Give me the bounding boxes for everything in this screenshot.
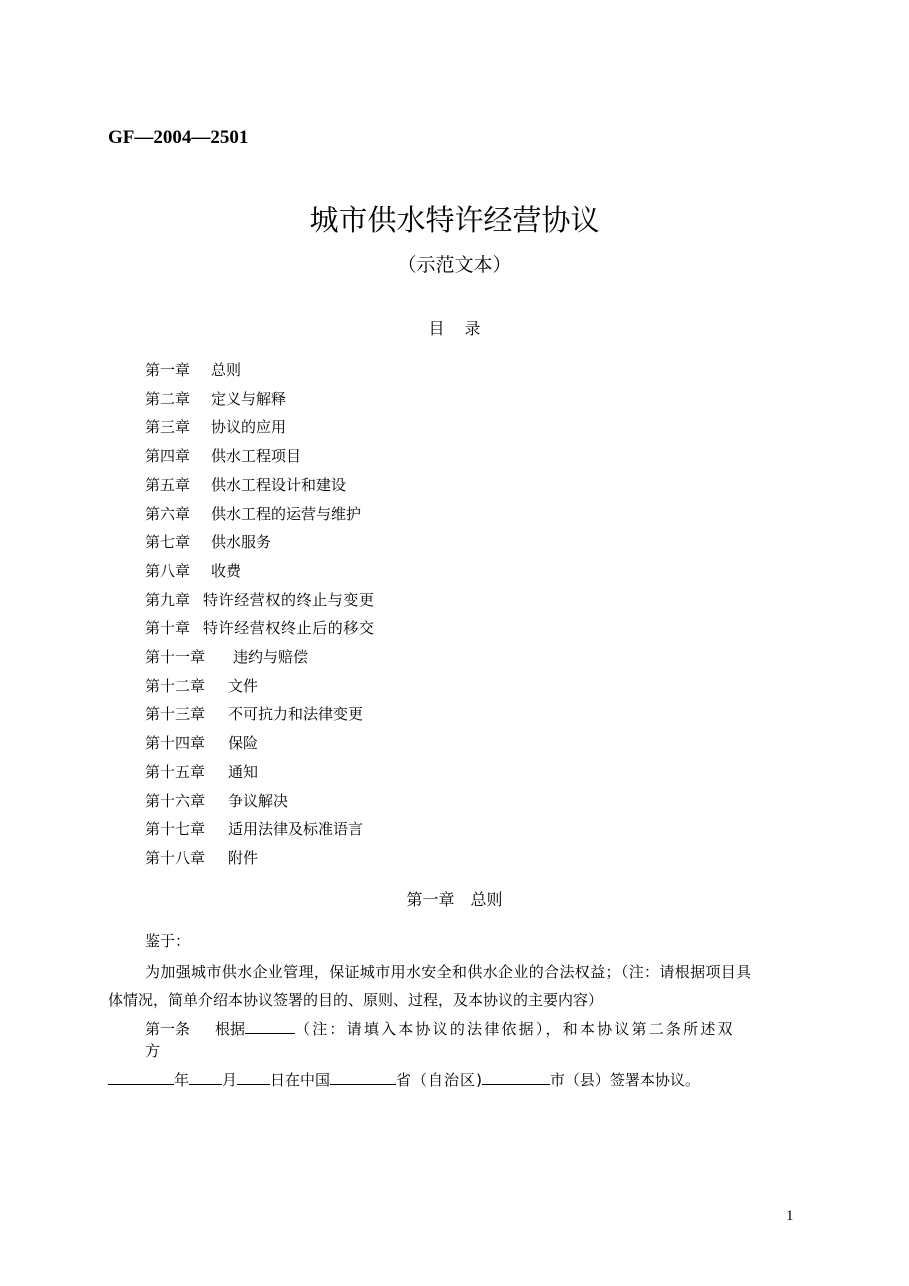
- toc-chapter-title: 供水工程项目: [211, 447, 302, 466]
- toc-chapter-number: 第六章: [145, 504, 191, 523]
- toc-item: [145, 589, 375, 610]
- paragraph-line: 为加强城市供水企业管理，保证城市用水安全和供水企业的合法权益；（注：请根据项目具: [145, 963, 752, 981]
- blank-line: [330, 1070, 396, 1085]
- toc-chapter-title: 违约与赔偿: [233, 648, 309, 666]
- whereas-label: 鉴于：: [145, 932, 191, 950]
- toc-item: [145, 474, 346, 495]
- toc-chapter-number: 第一章: [145, 361, 191, 379]
- toc-item: [145, 503, 361, 524]
- toc-chapter-number: 第五章: [145, 475, 191, 494]
- toc-item: [145, 388, 286, 409]
- toc-item: [145, 732, 258, 753]
- toc-chapter-number: 第十六章: [145, 791, 206, 810]
- toc-chapter-number: 第十二章: [145, 676, 206, 695]
- toc-chapter-title: 文件: [228, 676, 259, 695]
- toc-chapter-number: 第十七章: [145, 820, 206, 839]
- blank-line: [189, 1070, 222, 1085]
- toc-chapter-title: 保险: [228, 734, 259, 753]
- document-title: 城市供水特许经营协议: [309, 203, 600, 237]
- toc-chapter-number: 第十五章: [145, 762, 206, 781]
- toc-chapter-title: 总则: [211, 361, 242, 379]
- document-subtitle: （示范文本）: [397, 254, 512, 276]
- toc-chapter-number: 第七章: [145, 533, 191, 552]
- toc-chapter-number: 第三章: [145, 418, 191, 437]
- blank-line: [245, 1019, 295, 1034]
- toc-item: [145, 761, 258, 782]
- blank-line: [482, 1070, 550, 1085]
- toc-item: [145, 675, 258, 696]
- document-code: GF—2004—2501: [108, 127, 249, 148]
- toc-chapter-title: 不可抗力和法律变更: [228, 705, 364, 724]
- toc-item: [145, 617, 375, 638]
- paragraph-line: 体情况，简单介绍本协议签署的目的、原则、过程，及本协议的主要内容）: [108, 991, 604, 1009]
- toc-item: [145, 847, 258, 868]
- article-text: （注：请填入本协议的法律依据），和本协议第二条所述双: [295, 1020, 735, 1038]
- toc-chapter-title: 特许经营权的终止与变更: [203, 590, 375, 609]
- blank-line: [237, 1070, 270, 1085]
- toc-chapter-number: 第十八章: [145, 848, 206, 867]
- toc-item: [145, 445, 301, 466]
- toc-item: [145, 818, 363, 839]
- toc-item: [145, 646, 308, 667]
- toc-chapter-number: 第八章: [145, 561, 191, 580]
- toc-chapter-title: 争议解决: [228, 791, 289, 810]
- toc-item: [145, 560, 241, 581]
- toc-chapter-number: 第四章: [145, 447, 191, 466]
- toc-chapter-title: 供水工程设计和建设: [211, 475, 347, 494]
- toc-chapter-title: 特许经营权终止后的移交: [203, 619, 375, 638]
- toc-chapter-title: 适用法律及标准语言: [228, 820, 364, 839]
- toc-chapter-title: 供水服务: [211, 533, 272, 552]
- article-1-line: [145, 1018, 735, 1039]
- toc-chapter-number: 第十一章: [145, 648, 206, 666]
- article-label: 第一条: [145, 1020, 191, 1038]
- blank-line: [108, 1070, 174, 1085]
- article-text-wrap: 方: [145, 1042, 161, 1060]
- toc-chapter-number: 第九章: [145, 590, 191, 609]
- toc-item: [145, 416, 286, 437]
- toc-chapter-number: 第二章: [145, 389, 191, 408]
- toc-item: [145, 531, 271, 552]
- toc-chapter-title: 定义与解释: [211, 389, 287, 408]
- chapter-heading: 第一章 总则: [406, 890, 503, 909]
- page-number: 1: [786, 1208, 794, 1224]
- toc-chapter-title: 附件: [228, 848, 259, 867]
- toc-chapter-title: 收费: [211, 561, 242, 580]
- toc-chapter-title: 通知: [228, 762, 259, 781]
- toc-chapter-title: 协议的应用: [211, 418, 287, 437]
- toc-chapter-number: 第十三章: [145, 705, 206, 724]
- date-place-line: 年 月 日在中国 省（自治区) 市（县）签署本协议。: [108, 1069, 700, 1090]
- toc-item: [145, 790, 288, 811]
- toc-chapter-title: 供水工程的运营与维护: [211, 504, 362, 523]
- article-text: 根据: [215, 1020, 246, 1038]
- toc-chapter-number: 第十章: [145, 619, 191, 638]
- toc-heading: 目录: [428, 319, 501, 338]
- toc-item: [145, 703, 363, 724]
- toc-chapter-number: 第十四章: [145, 734, 206, 753]
- toc-item: [145, 359, 241, 380]
